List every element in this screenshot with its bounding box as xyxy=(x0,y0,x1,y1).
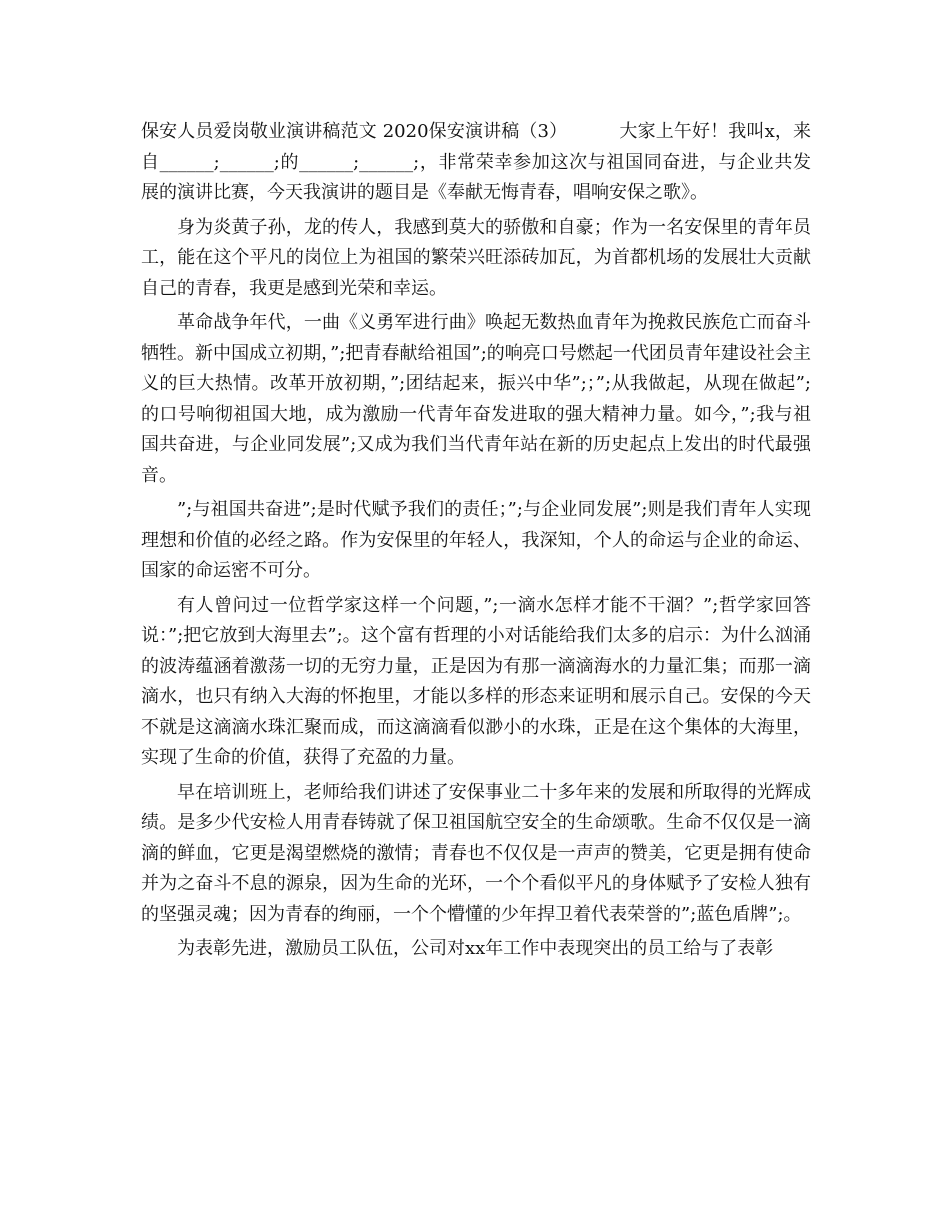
paragraph-6: 为表彰先进，激励员工队伍，公司对xx年工作中表现突出的员工给与了表彰 xyxy=(177,938,774,959)
document-title: 保安人员爱岗敬业演讲稿范文 2020保安演讲稿（3） xyxy=(141,121,568,142)
paragraph-2: 革命战争年代，一曲《义勇军进行曲》唤起无数热血青年为挽救民族危亡而奋斗牺牲。新中国成立初期，”;把青春献给祖国”;的响亮口号燃起一代团员青年建设社会主义的巨大热情。改革开放初期，”;团结起来，振兴中华”;；”;从我做起，从现在做起”;的口号响彻祖国大地，成为激励一代青年奋发进取的强大精神力量。如今，”;我与祖国共奋进，与企业同发展”;又成为我们当代青年站在新的历史起点上发出的时代最强音。 xyxy=(141,312,811,486)
paragraph-3: ”;与祖国共奋进”;是时代赋予我们的责任；”;与企业同发展”;则是我们青年人实现理想和价值的必经之路。作为安保里的年轻人，我深知，个人的命运与企业的命运、国家的命运密不可分。 xyxy=(141,499,811,581)
paragraph-4: 有人曾问过一位哲学家这样一个问题，”;一滴水怎样才能不干涸？”;哲学家回答说：”;把它放到大海里去”;。这个富有哲理的小对话能给我们太多的启示：为什么汹涌的波涛蕴涵着激荡一切的无穷力量，正是因为有那一滴滴海水的力量汇集；而那一滴滴水，也只有纳入大海的怀抱里，才能以多样的形态来证明和展示自己。安保的今天不就是这滴滴水珠汇聚而成，而这滴滴看似渺小的水珠，正是在这个集体的大海里，实现了生命的价值，获得了充盈的力量。 xyxy=(141,594,811,768)
title-paragraph xyxy=(141,117,811,209)
intro-text: 大家上午好！我叫x，来自______;______;的______;______;，非常荣幸参加这次与祖国同奋进，与企业共发展的演讲比赛，今天我演讲的题目是《奉献无悔青春，唱响安保之歌》。 xyxy=(141,121,812,203)
document-body xyxy=(141,117,811,969)
paragraph-5: 早在培训班上，老师给我们讲述了安保事业二十多年来的发展和所取得的光辉成绩。是多少代安检人用青春铸就了保卫祖国航空安全的生命颂歌。生命不仅仅是一滴滴的鲜血，它更是渴望燃烧的激情；青春也不仅仅是一声声的赞美，它更是拥有使命并为之奋斗不息的源泉，因为生命的光环，一个个看似平凡的身体赋予了安检人独有的坚强灵魂；因为青春的绚丽，一个个懵懂的少年捍卫着代表荣誉的”;蓝色盾牌”;。 xyxy=(141,781,811,925)
paragraph-1: 身为炎黄子孙，龙的传人，我感到莫大的骄傲和自豪；作为一名安保里的青年员工，能在这个平凡的岗位上为祖国的繁荣兴旺添砖加瓦，为首都机场的发展壮大贡献自己的青春，我更是感到光荣和幸运。 xyxy=(141,216,811,299)
